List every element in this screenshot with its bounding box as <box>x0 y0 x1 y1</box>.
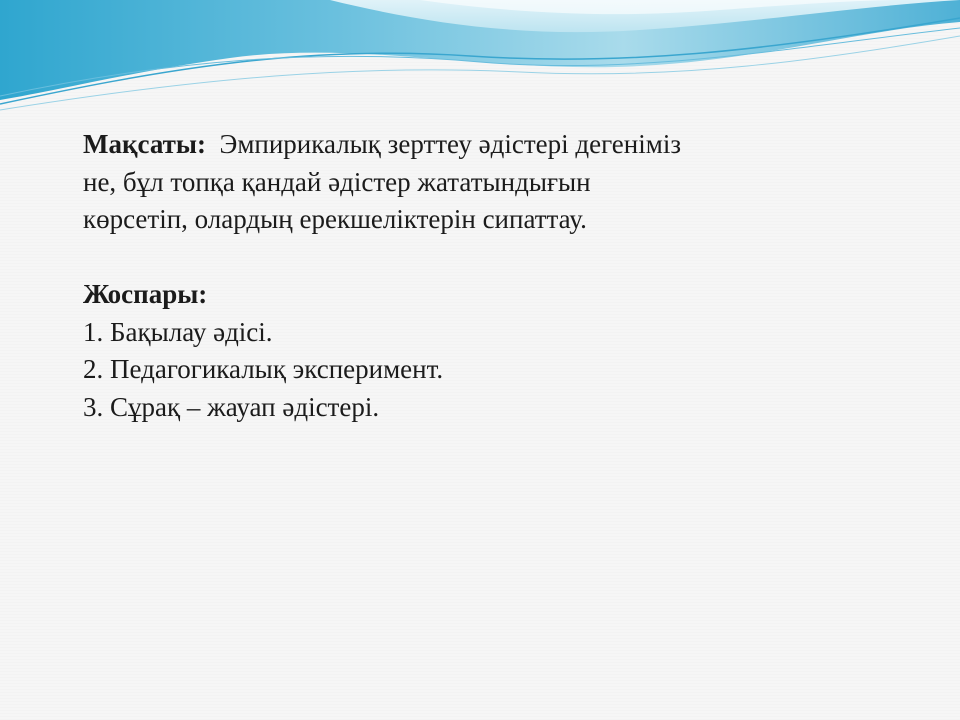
plan-item-1: 1. Бақылау әдісі. <box>83 316 273 347</box>
slide-body <box>83 126 883 426</box>
plan-label: Жоспары: <box>83 279 208 309</box>
plan-item-2: 2. Педагогикалық эксперимент. <box>83 354 444 384</box>
goal-text-2: не, бұл топқа қандай әдістер жататындығын <box>83 166 591 197</box>
plan-item-3: 3. Сұрақ – жауап әдістері. <box>83 391 380 422</box>
spacer <box>83 239 883 277</box>
goal-label: Мақсаты: <box>83 129 206 159</box>
goal-text-3: көрсетіп, олардың ерекшеліктерін сипаттау. <box>83 204 587 234</box>
goal-line-1 <box>83 126 883 164</box>
goal-text-1: Эмпирикалық зерттеу әдістері дегеніміз <box>219 129 681 159</box>
wave-header-decoration <box>0 0 960 120</box>
